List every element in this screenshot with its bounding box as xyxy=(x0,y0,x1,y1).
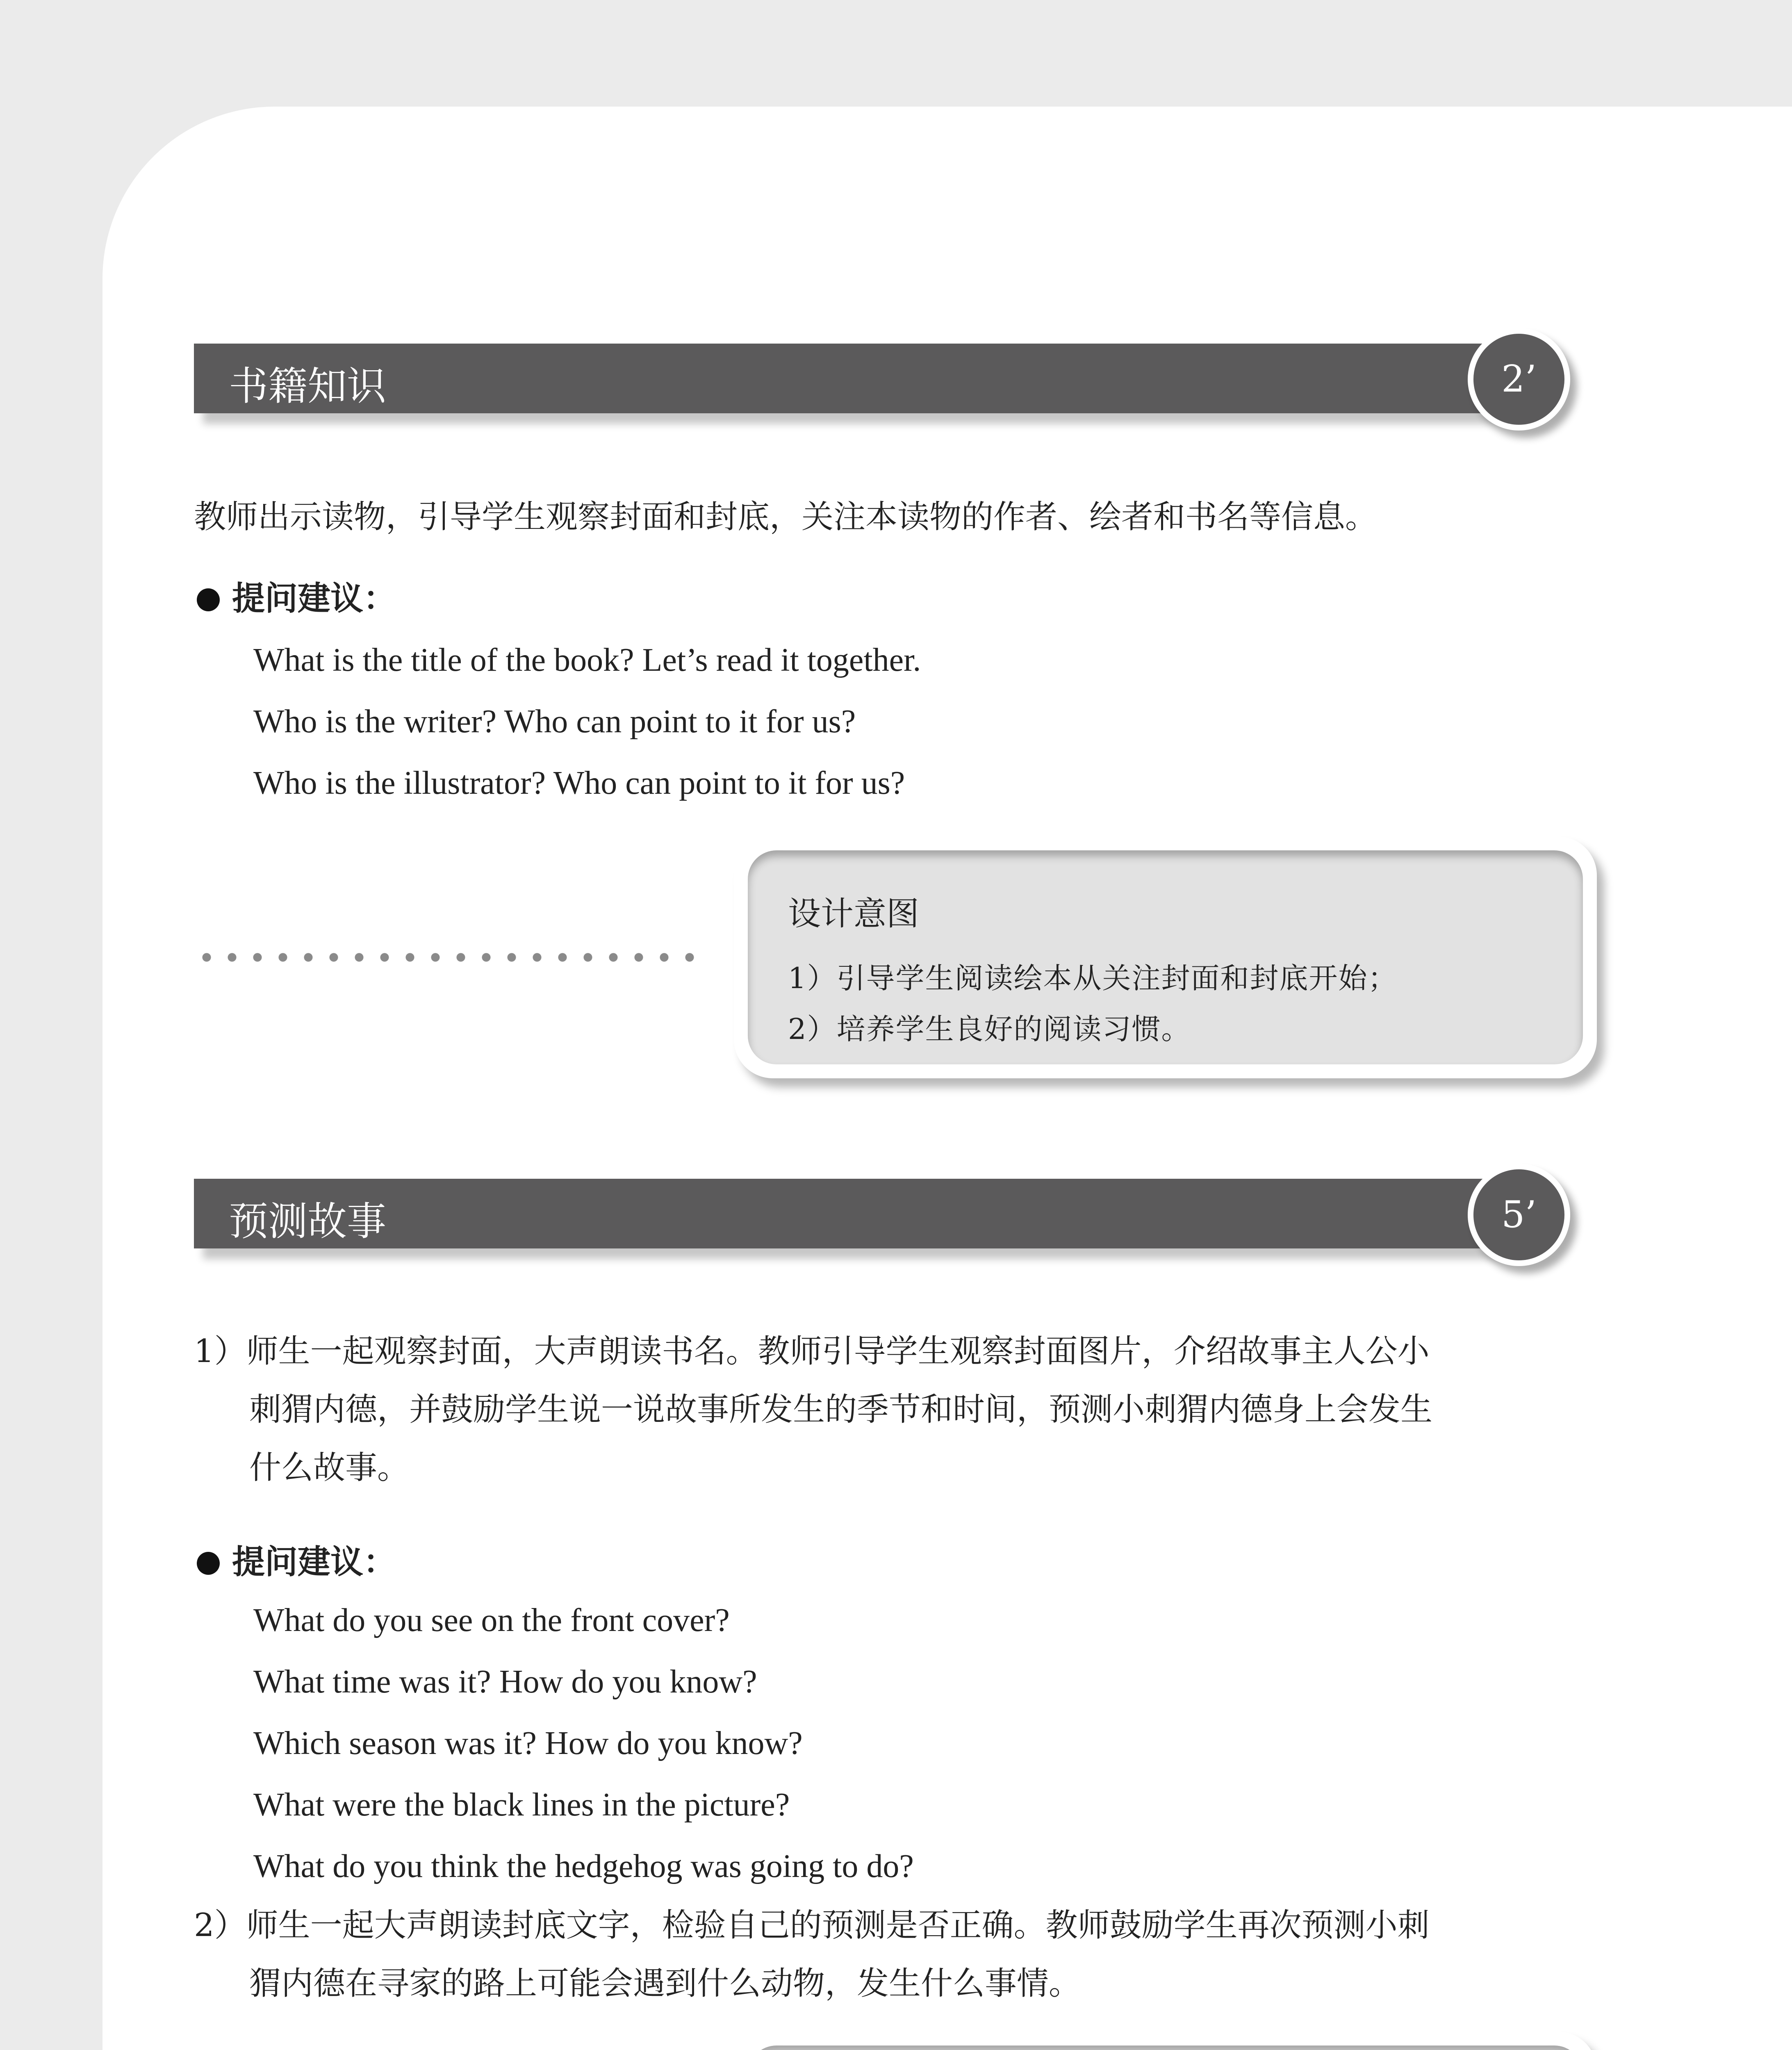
design-intent-line: 2）培养学生良好的阅读习惯。 xyxy=(788,1012,1191,1046)
design-intent-title: 设计意图 xyxy=(788,895,919,933)
intro-paragraph: 教师出示读物，引导学生观察封面和封底，关注本读物的作者、绘者和书名等信息。 xyxy=(194,499,1378,535)
time-badge: 2’ xyxy=(1468,328,1570,430)
question-list xyxy=(253,1590,914,1897)
paragraph-line: 猬内德在寻家的路上可能会遇到什么动物，发生什么事情。 xyxy=(249,1965,1081,2002)
question-item: What do you see on the front cover? xyxy=(253,1602,730,1638)
paragraph-line: 刺猬内德，并鼓励学生说一说故事所发生的季节和时间，预测小刺猬内德身上会发生 xyxy=(249,1391,1433,1428)
question-item: What is the title of the book? Let’s read it together. xyxy=(253,642,921,678)
question-heading-label: 提问建议： xyxy=(232,579,396,617)
question-item: Who is the illustrator? Who can point to it for us? xyxy=(253,765,905,801)
question-item: What were the black lines in the picture? xyxy=(253,1787,790,1823)
dotted-leader xyxy=(194,952,706,962)
section-title: 书籍知识 xyxy=(229,363,386,409)
question-item: What do you think the hedgehog was going to do? xyxy=(253,1848,914,1884)
design-intent-line: 1）引导学生阅读绘本从关注封面和封底开始； xyxy=(788,961,1398,995)
section-title: 预测故事 xyxy=(229,1198,386,1244)
section-header-predict-story xyxy=(194,1179,1514,1248)
design-intent-panel xyxy=(748,2045,1583,2050)
question-heading xyxy=(197,1535,396,1583)
question-heading xyxy=(197,572,396,619)
design-intent-panel xyxy=(748,850,1583,1064)
question-item: Who is the writer? Who can point to it for us? xyxy=(253,704,856,740)
bullet-icon xyxy=(197,1552,220,1575)
time-badge: 5’ xyxy=(1468,1164,1570,1266)
design-intent-lines xyxy=(788,953,1398,1055)
question-item: What time was it? How do you know? xyxy=(253,1664,757,1700)
design-intent-box xyxy=(734,836,1597,1078)
question-item: Which season was it? How do you know? xyxy=(253,1725,803,1761)
paragraph-line: 2）师生一起大声朗读封底文字，检验自己的预测是否正确。教师鼓励学生再次预测小刺 xyxy=(194,1907,1430,1944)
bullet-icon xyxy=(197,588,220,611)
paragraph-line: 1）师生一起观察封面，大声朗读书名。教师引导学生观察封面图片，介绍故事主人公小 xyxy=(194,1333,1430,1370)
paragraph-1 xyxy=(194,1322,1432,1497)
question-heading-label: 提问建议： xyxy=(232,1543,396,1581)
paragraph-2 xyxy=(194,1896,1430,2013)
design-intent-box xyxy=(734,2032,1597,2050)
question-list xyxy=(253,629,921,814)
section-header-book-knowledge xyxy=(194,344,1514,413)
paragraph-line: 什么故事。 xyxy=(249,1449,410,1486)
